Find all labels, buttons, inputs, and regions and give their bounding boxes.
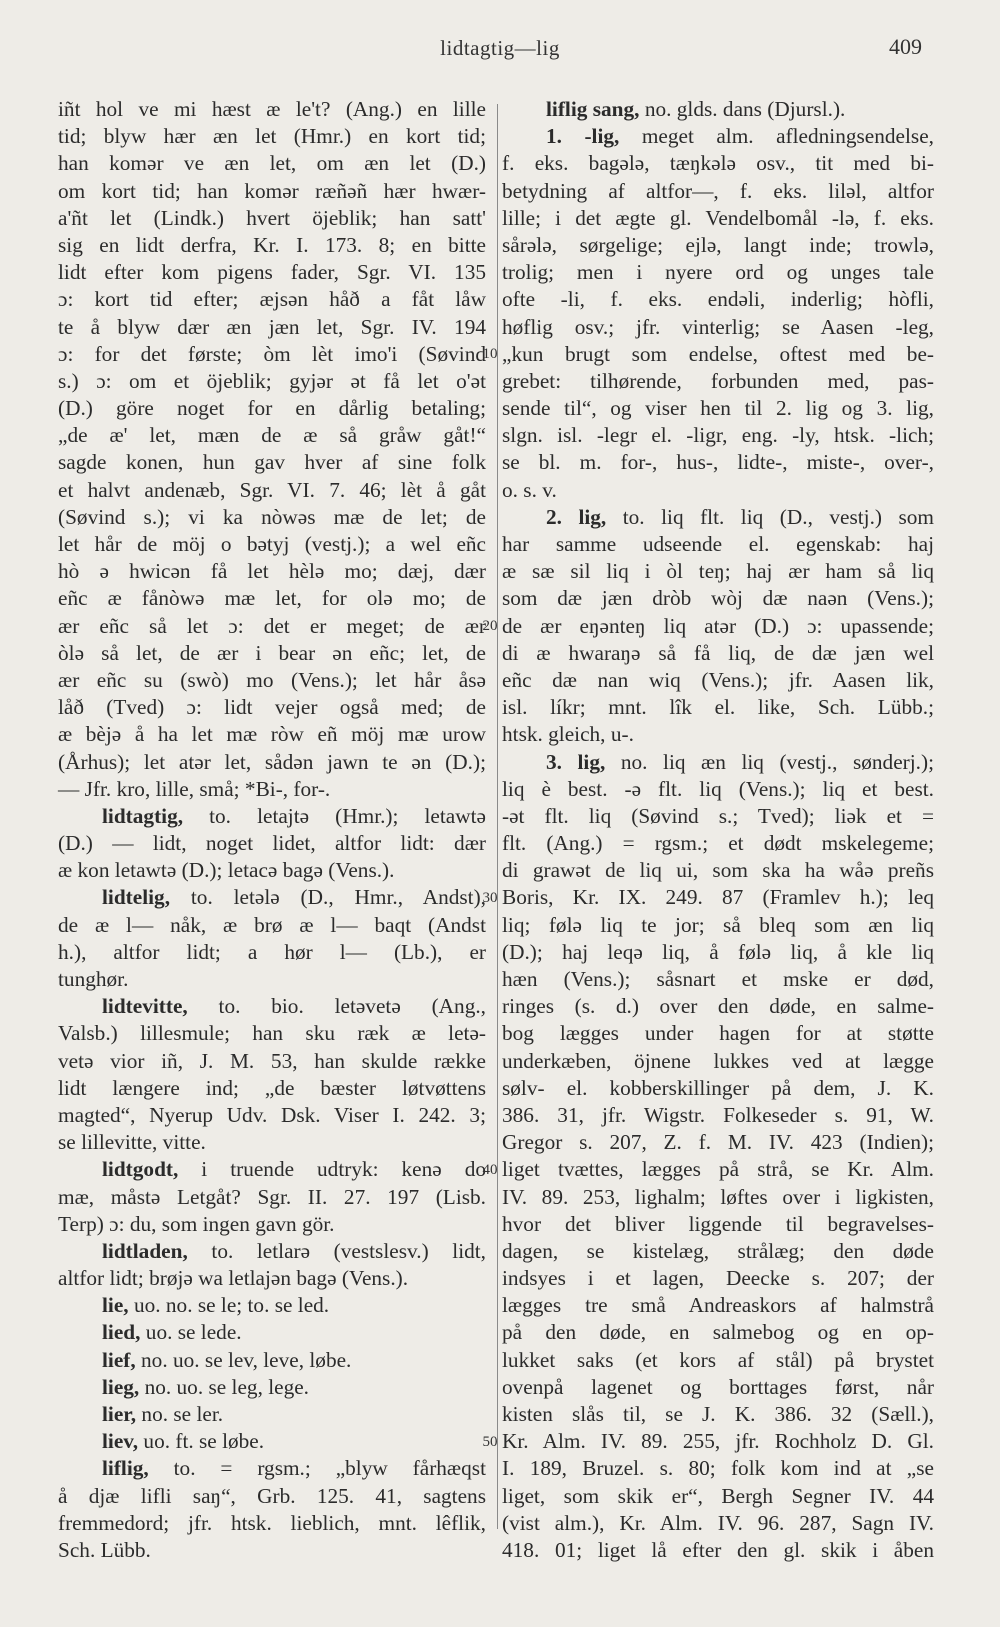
margin-line-number: 30 — [482, 889, 498, 906]
entry-text: vetə vior iñ, J. M. 53, han skulde række — [58, 1048, 486, 1073]
entry-text: liq è best. -ə flt. liq (Vens.); liq et best. — [502, 776, 934, 801]
text-line — [502, 939, 934, 966]
text-line — [502, 259, 934, 286]
text-line — [502, 1156, 934, 1183]
text-line — [502, 585, 934, 612]
text-line — [502, 1265, 934, 1292]
text-line — [58, 1184, 486, 1211]
text-line — [502, 830, 934, 857]
entry-text: to. letajtə (Hmr.); letawtə — [183, 803, 486, 828]
text-line — [502, 993, 934, 1020]
text-line — [502, 123, 934, 150]
text-line — [502, 613, 934, 640]
margin-line-number: 40 — [482, 1161, 498, 1178]
column-divider — [497, 104, 498, 1529]
text-line — [58, 1129, 486, 1156]
text-line — [58, 776, 486, 803]
entry-text: ringes (s. d.) over den døde, en salme- — [502, 994, 934, 1019]
entry-text: indsyes i et lagen, Deecke s. 207; der — [502, 1266, 934, 1291]
text-line — [502, 477, 934, 504]
entry-text: lægges tre små Andreaskors af halmstrå — [502, 1293, 934, 1318]
text-line — [502, 1184, 934, 1211]
text-line — [502, 286, 934, 313]
text-line — [502, 1401, 934, 1428]
text-line — [502, 1428, 934, 1455]
entry-text: no. liq æn liq (vestj., sønderj.); — [605, 749, 934, 774]
text-line — [58, 1319, 486, 1346]
entry-text: I. 189, Bruzel. s. 80; folk kom ind at „se — [502, 1456, 934, 1481]
headword: 2. lig, — [546, 504, 607, 529]
text-line — [58, 830, 486, 857]
text-line — [502, 1455, 934, 1482]
text-line — [502, 1292, 934, 1319]
entry-text: ɔ: kort tid efter; æjsən håð a fåt låw — [58, 287, 486, 312]
entry-text: høflig osv.; jfr. vinterlig; se Aasen -leg, — [502, 314, 934, 339]
text-line — [502, 667, 934, 694]
entry-text: bog lægges under hagen for at støtte — [502, 1021, 934, 1046]
entry-text: ɔ: for det første; òm lèt imo'i (Søvind — [58, 341, 486, 366]
entry-text: trolig; men i nyere ord og unges tale — [502, 260, 934, 285]
entry-text: i truende udtryk: kenə do — [178, 1157, 486, 1182]
text-line — [502, 531, 934, 558]
text-line — [502, 504, 934, 531]
text-line — [502, 966, 934, 993]
text-line — [58, 721, 486, 748]
entry-text: de ær eŋənteŋ liq atər (D.) ɔ: upassende; — [502, 613, 934, 638]
entry-text: Valsb.) lillesmule; han sku ræk æ letə- — [58, 1021, 486, 1046]
text-line — [502, 1319, 934, 1346]
entry-text: et halvt andenæb, Sgr. VI. 7. 46; lèt å gåt — [58, 477, 486, 502]
text-line — [502, 912, 934, 939]
text-line — [58, 504, 486, 531]
entry-text: no. glds. dans (Djursl.). — [639, 97, 846, 121]
text-line — [58, 1428, 486, 1455]
text-line — [58, 368, 486, 395]
headword: lidtevitte, — [102, 994, 188, 1019]
entry-text: slgn. isl. -legr el. -ligr, eng. -ly, htsk. -lich; — [502, 423, 934, 448]
text-line — [502, 1483, 934, 1510]
text-line — [58, 1156, 486, 1183]
entry-text: Boris, Kr. IX. 249. 87 (Framlev h.); leq — [502, 885, 934, 910]
text-line — [502, 395, 934, 422]
text-line — [58, 912, 486, 939]
entry-text: sagde konen, hun gav hver af sine folk — [58, 450, 486, 475]
entry-text: to. letlarə (vestslesv.) lidt, — [187, 1238, 486, 1263]
text-line — [58, 939, 486, 966]
text-line — [58, 1537, 486, 1564]
text-line — [58, 205, 486, 232]
entry-text: ofte -li, f. eks. endəli, inderlig; hòfli, — [502, 287, 934, 312]
entry-text: sølv- el. kobberskillinger på dem, J. K. — [502, 1075, 934, 1100]
entry-text: tid; blyw hær æn let (Hmr.) en kort tid; — [58, 124, 486, 149]
headword: liflig sang, — [546, 97, 640, 121]
entry-text: (D.) — lidt, noget lidet, altfor lidt: dær — [58, 831, 486, 856]
entry-text: tunghør. — [58, 967, 129, 991]
text-line — [58, 1374, 486, 1401]
text-line — [58, 1510, 486, 1537]
entry-text: han komər ve æn let, om æn let (D.) — [58, 151, 486, 176]
text-line — [502, 857, 934, 884]
entry-text: uo. no. se le; to. se led. — [128, 1293, 330, 1318]
text-line — [58, 558, 486, 585]
text-line — [58, 150, 486, 177]
text-line — [502, 884, 934, 911]
entry-text: æ kon letawtə (D.); letacə bagə (Vens.). — [58, 858, 395, 883]
entry-text: h.), altfor lidt; a hør l— (Lb.), er — [58, 939, 486, 964]
entry-text: kisten slås til, se J. K. 386. 32 (Sæll.), — [502, 1402, 934, 1426]
headword: lied, — [102, 1320, 141, 1345]
entry-text: „de æ' let, mæn de æ så gråw gåt!“ — [58, 423, 486, 448]
text-line — [502, 1374, 934, 1401]
headword: lier, — [102, 1402, 137, 1426]
entry-text: dagen, se kistelæg, strålæg; den døde — [502, 1238, 934, 1263]
entry-text: æ bèjə å ha let mæ ròw eñ möj mæ urow — [58, 722, 486, 747]
entry-text: uo. ft. se løbe. — [138, 1429, 265, 1454]
running-head — [0, 30, 1000, 70]
text-line — [502, 150, 934, 177]
text-line — [502, 694, 934, 721]
margin-line-number: 50 — [482, 1433, 498, 1450]
entry-text: no. uo. se lev, leve, løbe. — [135, 1347, 352, 1372]
entry-text: „kun brugt som endelse, oftest med be- — [502, 341, 934, 366]
entry-text: hò ə hwicən få let hèlə mo; dæj, dær — [58, 559, 486, 584]
text-line — [502, 314, 934, 341]
text-line — [58, 1211, 486, 1238]
headword: liev, — [102, 1429, 139, 1454]
entry-text: ær eñc su (swò) mo (Vens.); let hår åsə — [58, 667, 486, 692]
text-line — [58, 993, 486, 1020]
page-number: 409 — [889, 34, 922, 59]
entry-text: Sch. Lübb. — [58, 1537, 151, 1562]
text-line — [58, 857, 486, 884]
text-line — [502, 368, 934, 395]
headword: lief, — [102, 1347, 136, 1372]
entry-text: de æ l— nåk, æ brø æ l— baqt (Andst — [58, 912, 486, 937]
entry-text: (D.); haj leqə liq, å følə liq, å kle liq — [502, 939, 934, 964]
text-line — [58, 286, 486, 313]
entry-text: o. s. v. — [502, 477, 557, 502]
entry-text: underkæben, öjnene lukkes ved at lægge — [502, 1048, 934, 1073]
entry-text: to. liq flt. liq (D., vestj.) som — [606, 504, 934, 529]
entry-text: a'ñt let (Lindk.) hvert öjeblik; han satt' — [58, 205, 486, 230]
entry-text: — Jfr. kro, lille, små; *Bi-, for-. — [58, 776, 331, 801]
text-line — [502, 1102, 934, 1129]
text-line — [58, 1265, 486, 1292]
text-line — [58, 395, 486, 422]
entry-text: 386. 31, jfr. Wigstr. Folkeseder s. 91, W. — [502, 1102, 934, 1127]
entry-text: meget alm. afledningsendelse, — [619, 124, 934, 149]
text-line — [58, 613, 486, 640]
entry-text: di grawət de liq ui, som ska ha wåə preñs — [502, 858, 934, 883]
text-line — [58, 803, 486, 830]
text-line — [58, 1020, 486, 1047]
margin-line-number: 20 — [482, 617, 498, 634]
entry-text: ær eñc så let ɔ: det er meget; de ær — [58, 613, 486, 638]
right-column — [502, 96, 934, 1564]
entry-text: se lillevitte, vitte. — [58, 1130, 206, 1155]
entry-text: sårələ, sørgelige; ejlə, langt inde; trowlə, — [502, 232, 934, 257]
entry-text: te å blyw dær æn jæn let, Sgr. IV. 194 — [58, 314, 486, 339]
entry-text: grebet: tilhørende, forbunden med, pas- — [502, 368, 934, 393]
entry-text: hvor det bliver liggende til begravelses- — [502, 1211, 934, 1236]
text-line — [502, 1238, 934, 1265]
entry-text: flt. (Ang.) = rgsm.; et dødt mskelegeme; — [502, 831, 934, 856]
text-line — [58, 314, 486, 341]
entry-text: liq; følə liq te jor; så bleq som æn liq — [502, 912, 934, 937]
entry-text: ovenpå lagenet og borttages først, når — [502, 1374, 934, 1399]
entry-text: di æ hwaraŋə så få liq, de dæ jæn wel — [502, 640, 934, 665]
headword: lidtladen, — [102, 1238, 188, 1263]
entry-text: hæn (Vens.); såsnart et mske er død, — [502, 967, 934, 991]
entry-text: lidt efter kom pigens fader, Sgr. VI. 135 — [58, 260, 486, 285]
text-line — [58, 640, 486, 667]
headword: lidtelig, — [102, 885, 171, 910]
entry-text: på den døde, en salmebog og en op- — [502, 1320, 934, 1345]
entry-text: å djæ lifli saŋ“, Grb. 125. 41, sagtens — [58, 1483, 486, 1508]
text-line — [502, 749, 934, 776]
entry-text: to. = rgsm.; „blyw fårhæqst — [148, 1456, 486, 1481]
text-line — [502, 1537, 934, 1564]
text-line — [58, 749, 486, 776]
entry-text: magted“, Nyerup Udv. Dsk. Viser I. 242. 3; — [58, 1102, 486, 1127]
text-line — [502, 1211, 934, 1238]
text-line — [58, 1048, 486, 1075]
text-line — [502, 1048, 934, 1075]
entry-text: som dæ jæn dròb wòj dæ naən (Vens.); — [502, 586, 934, 611]
running-head-title: lidtagtig—lig — [440, 36, 560, 60]
text-line — [502, 422, 934, 449]
text-line — [58, 178, 486, 205]
text-line — [58, 1102, 486, 1129]
entry-text: htsk. gleich, u-. — [502, 722, 634, 747]
entry-text: lille; i det ægte gl. Vendelbomål -lə, f. eks. — [502, 205, 934, 230]
text-line — [502, 1347, 934, 1374]
text-line — [502, 341, 934, 368]
text-line — [58, 1483, 486, 1510]
text-line — [58, 1075, 486, 1102]
text-line — [502, 96, 934, 123]
text-line — [58, 1347, 486, 1374]
entry-text: betydning af altfor—, f. eks. liləl, altfor — [502, 178, 934, 203]
headword: lidtagtig, — [102, 803, 184, 828]
entry-text: om kort tid; han komər ræñəñ hær hwær- — [58, 178, 486, 203]
text-line — [502, 1020, 934, 1047]
text-line — [502, 721, 934, 748]
text-line — [58, 259, 486, 286]
text-line — [58, 422, 486, 449]
text-line — [58, 1292, 486, 1319]
text-line — [58, 123, 486, 150]
entry-text: s.) ɔ: om et öjeblik; gyjər ət få let o'ət — [58, 368, 486, 393]
text-line — [58, 966, 486, 993]
text-line — [58, 694, 486, 721]
margin-line-number: 10 — [482, 345, 498, 362]
entry-text: no. se ler. — [136, 1402, 224, 1426]
entry-text: æ sæ sil liq i òl teŋ; haj ær ham så liq — [502, 559, 934, 584]
text-line — [58, 1455, 486, 1482]
entry-text: IV. 89. 253, lighalm; løftes over i ligkisten, — [502, 1184, 934, 1209]
entry-text: òlə så let, de ær i bear ən eñc; let, de — [58, 640, 486, 665]
entry-text: lidt længere ind; „de bæster løtvøttens — [58, 1075, 486, 1100]
entry-text: liget tvættes, lægges på strå, se Kr. Alm. — [502, 1157, 934, 1182]
headword: 3. lig, — [546, 749, 606, 774]
entry-text: to. bio. letəvetə (Ang., — [187, 994, 486, 1019]
entry-text: liget, som skik er“, Bergh Segner IV. 44 — [502, 1483, 934, 1508]
text-line — [58, 232, 486, 259]
text-line — [502, 1075, 934, 1102]
entry-text: no. uo. se leg, lege. — [139, 1374, 310, 1399]
entry-text: f. eks. bagələ, tæŋkələ osv., tit med bi- — [502, 151, 934, 176]
text-line — [502, 776, 934, 803]
headword: lieg, — [102, 1374, 140, 1399]
text-line — [58, 477, 486, 504]
text-line — [502, 558, 934, 585]
entry-text: sig en lidt derfra, Kr. I. 173. 8; en bitte — [58, 232, 486, 257]
entry-text: lukket saks (et kors af stål) på brystet — [502, 1347, 934, 1372]
text-line — [58, 449, 486, 476]
entry-text: eñc dæ nan wiq (Vens.); jfr. Aasen lik, — [502, 667, 934, 692]
text-line — [502, 449, 934, 476]
entry-text: -ət flt. liq (Søvind s.; Tved); liək et = — [502, 803, 934, 828]
text-line — [502, 1129, 934, 1156]
headword: lie, — [102, 1293, 129, 1318]
text-line — [502, 232, 934, 259]
entry-text: (Søvind s.); vi ka nòwəs mæ de let; de — [58, 504, 486, 529]
text-line — [502, 178, 934, 205]
entry-text: Gregor s. 207, Z. f. M. IV. 423 (Indien); — [502, 1130, 934, 1155]
text-line — [58, 1238, 486, 1265]
entry-text: har samme udseende el. egenskab: haj — [502, 532, 934, 556]
entry-text: to. letələ (D., Hmr., Andst), — [170, 885, 486, 910]
entry-text: sende til“, og viser hen til 2. lig og 3. lig, — [502, 396, 934, 421]
entry-text: låð (Tved) ɔ: lidt vejer også med; de — [58, 695, 486, 720]
entry-text: eñc æ fånòwə mæ let, for olə mo; de — [58, 586, 486, 611]
entry-text: fremmedord; jfr. htsk. lieblich, mnt. lêflik, — [58, 1510, 486, 1535]
entry-text: Kr. Alm. IV. 89. 255, jfr. Rochholz D. Gl. — [502, 1429, 934, 1454]
text-line — [58, 884, 486, 911]
entry-text: (D.) göre noget for en dårlig betaling; — [58, 396, 486, 421]
entry-text: iñt hol ve mi hæst æ le't? (Ang.) en lille — [58, 97, 486, 121]
entry-text: 418. 01; liget lå efter den gl. skik i åben — [502, 1537, 934, 1562]
text-line — [502, 205, 934, 232]
entry-text: (Århus); let atər let, sådən jawn te ən (D.); — [58, 749, 486, 774]
text-line — [58, 96, 486, 123]
entry-text: (vist alm.), Kr. Alm. IV. 96. 287, Sagn IV. — [502, 1510, 934, 1535]
entry-text: se bl. m. for-, hus-, lidte-, miste-, over-, — [502, 450, 934, 475]
headword: liflig, — [102, 1456, 149, 1481]
text-line — [502, 803, 934, 830]
entry-text: uo. se lede. — [140, 1320, 242, 1345]
text-line — [58, 667, 486, 694]
entry-text: altfor lidt; brøjə wa letlajən bagə (Vens.). — [58, 1266, 409, 1291]
entry-text: mæ, måstə Letgåt? Sgr. II. 27. 197 (Lisb. — [58, 1184, 486, 1209]
entry-text: Terp) ɔ: du, som ingen gavn gör. — [58, 1211, 335, 1236]
text-line — [502, 1510, 934, 1537]
entry-text: let hår de möj o bətyj (vestj.); a wel eñc — [58, 532, 486, 556]
headword: 1. -lig, — [546, 124, 620, 149]
text-line — [58, 585, 486, 612]
text-line — [502, 640, 934, 667]
text-line — [58, 531, 486, 558]
text-line — [58, 1401, 486, 1428]
headword: lidtgodt, — [102, 1157, 179, 1182]
text-line — [58, 341, 486, 368]
entry-text: isl. líkr; mnt. lîk el. like, Sch. Lübb.; — [502, 695, 934, 720]
left-column — [58, 96, 486, 1564]
